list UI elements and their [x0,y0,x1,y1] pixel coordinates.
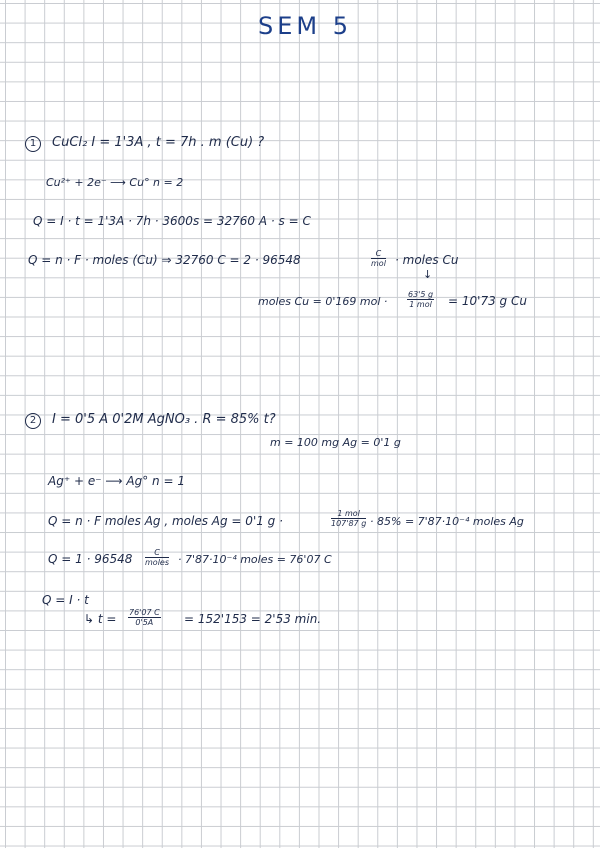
page-title: SEM 5 [258,12,353,40]
fraction-numerator: 63'5 g [408,290,434,299]
problem-1-moles: moles Cu = 0'169 mol · [258,295,388,308]
problem-2-t-result: = 152'153 = 2'53 min. [184,612,322,626]
problem-2-q-it: Q = I · t [42,593,89,607]
fraction-numerator: 1 mol [331,509,366,519]
problem-1-charge: Q = I · t = 1'3A · 7h · 3600s = 32760 A · s = C [33,214,311,228]
problem-2-calc: Q = 1 · 96548 [48,552,133,566]
problem-1-number: 1 [25,136,41,152]
problem-1-moles-fraction [407,290,434,309]
problem-1-header: CuCl₂ I = 1'3A , t = 7h . m (Cu) ? [52,135,265,150]
problem-2-calc-fraction [145,548,169,567]
fraction-denominator: moles [145,558,169,567]
problem-1-reaction: Cu²⁺ + 2e⁻ ⟶ Cu° n = 2 [46,176,184,189]
fraction-denominator: mol [371,259,386,268]
problem-2-t-fraction [128,608,161,627]
fraction-denominator: 107'87 g [331,519,367,528]
problem-2-mass: m = 100 mg Ag = 0'1 g [270,436,401,449]
problem-1-faraday: Q = n · F · moles (Cu) ⇒ 32760 C = 2 · 96548 [28,253,301,267]
fraction-denominator: 1 mol [409,300,432,309]
problem-2-fraction [331,509,366,528]
fraction-numerator: 76'07 C [129,608,160,617]
problem-2-header: I = 0'5 A 0'2M AgNO₃ . R = 85% t? [52,412,276,427]
problem-2-calc-tail: · 7'87·10⁻⁴ moles = 76'07 C [178,553,332,566]
down-arrow-icon: ↓ [423,268,433,281]
problem-1-faraday-fraction [371,249,386,268]
fraction-numerator: C [371,249,386,259]
fraction-denominator: 0'5A [135,618,154,627]
problem-1-faraday-tail: · moles Cu [395,253,459,267]
problem-2-t-start: ↳ t = [84,612,117,626]
problem-2-reaction: Ag⁺ + e⁻ ⟶ Ag° n = 1 [48,474,185,488]
fraction-numerator: C [145,548,169,558]
problem-2-line-q-tail: · 85% = 7'87·10⁻⁴ moles Ag [370,515,524,528]
problem-2-number: 2 [25,413,41,429]
problem-1-moles-result: = 10'73 g Cu [448,294,527,308]
problem-2-line-q: Q = n · F moles Ag , moles Ag = 0'1 g · [48,514,283,528]
